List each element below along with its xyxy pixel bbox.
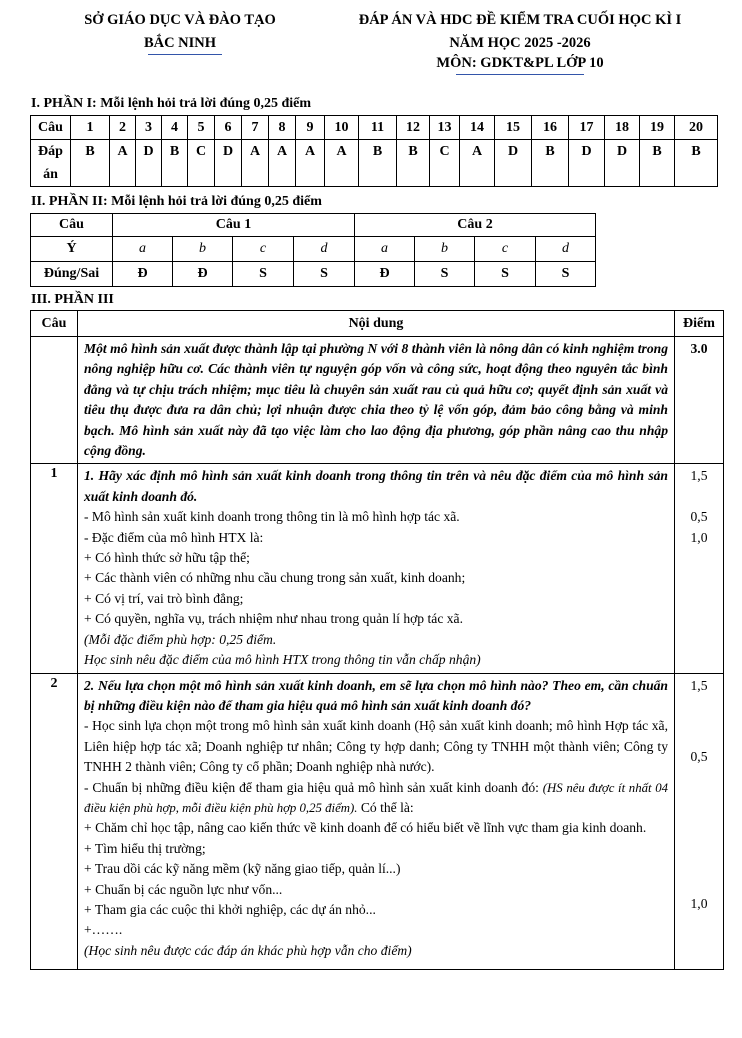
- answer-cell: D: [605, 140, 640, 187]
- answer-cell: D: [495, 140, 532, 187]
- q2-line: +…….: [84, 922, 123, 938]
- answer-cell: B: [532, 140, 569, 187]
- part2-answer-row: [31, 262, 596, 287]
- q-num: 1: [71, 116, 110, 140]
- tf-answer-cell: Đ: [355, 262, 415, 287]
- answer-cell: A: [242, 140, 269, 187]
- q-num: 13: [430, 116, 460, 140]
- q2-para: [84, 778, 668, 819]
- tf-answer-cell: Đ: [173, 262, 233, 287]
- intro-num-cell: [31, 337, 78, 464]
- tf-answer-cell: S: [475, 262, 536, 287]
- q-num: 9: [296, 116, 325, 140]
- q-num: 19: [640, 116, 675, 140]
- q1-line: + Có hình thức sở hữu tập thể;: [84, 550, 250, 566]
- q-num: 2: [110, 116, 136, 140]
- answer-cell: D: [136, 140, 162, 187]
- q2-content-cell: [78, 673, 675, 970]
- part3-essay-table: [30, 310, 724, 970]
- part2-item-row: [31, 237, 596, 262]
- q2-number: 2: [31, 673, 78, 970]
- tf-answer-cell: S: [415, 262, 475, 287]
- item-cell: d: [294, 237, 355, 262]
- q2-para2-b: (HS nêu được ít nhất 04 điều kiện phù hợp, mỗi điều kiện phù hợp 0,25 điểm).: [84, 780, 668, 815]
- answer-cell: A: [269, 140, 296, 187]
- part2-header-row: [31, 214, 596, 237]
- part3-head-cau: Câu: [31, 311, 78, 337]
- q-num: 6: [215, 116, 242, 140]
- q-num: 15: [495, 116, 532, 140]
- part2-q2-header: Câu 2: [355, 214, 596, 237]
- part3-head-content: Nội dung: [78, 311, 675, 337]
- q2-question: 2. Nếu lựa chọn một mô hình sản xuất kinh doanh, em sẽ lựa chọn mô hình nào? Theo em, cần chuẩn bị những điều kiện nào để tham gia hiệu quả mô hình sản xuất kinh doanh đó?: [84, 677, 668, 713]
- part1-answer-row: [31, 140, 718, 187]
- answer-cell: B: [162, 140, 188, 187]
- q2-points-part: 1,0: [690, 895, 708, 911]
- answer-cell: C: [188, 140, 215, 187]
- part3-header-row: [31, 311, 724, 337]
- q2-para2-c: Có thể là:: [357, 799, 414, 815]
- answer-label-line1: Đáp: [38, 144, 63, 159]
- answer-cell: B: [675, 140, 718, 187]
- q1-content-cell: [78, 464, 675, 673]
- q2-points-part: 0,5: [690, 748, 708, 764]
- part3-q1-row: [31, 464, 724, 673]
- q1-line: - Đặc điểm của mô hình HTX là:: [84, 529, 264, 545]
- q-num: 12: [397, 116, 430, 140]
- q1-points-part: 0,5: [690, 509, 708, 525]
- item-cell: b: [173, 237, 233, 262]
- q2-note: (Học sinh nêu được các đáp án khác phù hợp vẫn cho điểm): [84, 942, 412, 958]
- header-subject: MÔN: GDKT&PL LỚP 10: [436, 55, 604, 71]
- answer-cell: A: [460, 140, 495, 187]
- answer-cell: A: [296, 140, 325, 187]
- intro-points: 3.0: [675, 337, 724, 464]
- header-school-year: NĂM HỌC 2025 -2026: [449, 35, 591, 51]
- q2-points-cell: [675, 673, 724, 970]
- q-num: 18: [605, 116, 640, 140]
- intro-content-cell: [78, 337, 675, 464]
- header-agency: SỞ GIÁO DỤC VÀ ĐÀO TẠO: [84, 12, 276, 28]
- part1-answer-table: [30, 115, 718, 187]
- part2-answer-label: Đúng/Sai: [31, 262, 113, 287]
- q-num: 5: [188, 116, 215, 140]
- q1-points-part: 1,0: [690, 529, 708, 545]
- answer-cell: C: [430, 140, 460, 187]
- q2-para: - Học sinh lựa chọn một trong mô hình sản xuất kinh doanh (Hộ sản xuất kinh doanh; mô hình Hợp tác xã, Liên hiệp hợp tác xã; Doanh nghiệp tư nhân; Công ty hợp danh; Công ty TNHH một thành viên; Công ty TNHH 2 thành viên; Công ty cổ phần; Doanh nghiệp nhà nước).: [84, 718, 668, 775]
- answer-cell: B: [640, 140, 675, 187]
- part2-col-label: Câu: [31, 214, 113, 237]
- header-province: BẮC NINH: [143, 35, 217, 51]
- part2-item-label: Ý: [31, 237, 113, 262]
- q-num: 7: [242, 116, 269, 140]
- answer-label-line2: án: [43, 167, 58, 182]
- answer-cell: B: [359, 140, 397, 187]
- part1-row-label: Câu: [31, 116, 71, 140]
- item-cell: c: [475, 237, 536, 262]
- q-num: 17: [569, 116, 605, 140]
- q-num: 10: [325, 116, 359, 140]
- part3-head-points: Điểm: [675, 311, 724, 337]
- item-cell: d: [536, 237, 596, 262]
- header-doc-title: ĐÁP ÁN VÀ HDC ĐỀ KIỂM TRA CUỐI HỌC KÌ I: [358, 12, 682, 28]
- answer-cell: A: [325, 140, 359, 187]
- part2-title: II. PHẦN II: Mỗi lệnh hỏi trả lời đúng 0,25 điểm: [31, 194, 322, 209]
- q-num: 8: [269, 116, 296, 140]
- tf-answer-cell: S: [536, 262, 596, 287]
- part3-intro-row: [31, 337, 724, 464]
- part2-answer-table: [30, 213, 596, 287]
- part3-title: III. PHẦN III: [31, 292, 114, 307]
- q1-line: + Có quyền, nghĩa vụ, trách nhiệm như nhau trong quản lí hợp tác xã.: [84, 611, 463, 627]
- answer-cell: D: [569, 140, 605, 187]
- q2-points-total: 1,5: [690, 677, 708, 693]
- part1-question-row: [31, 116, 718, 140]
- q2-para2-a: - Chuẩn bị những điều kiện để tham gia hiệu quả mô hình sản xuất kinh doanh đó:: [84, 779, 543, 795]
- q-num: 16: [532, 116, 569, 140]
- part1-title: I. PHẦN I: Mỗi lệnh hỏi trả lời đúng 0,25 điểm: [31, 96, 311, 111]
- q-num: 14: [460, 116, 495, 140]
- item-cell: c: [233, 237, 294, 262]
- part3-q2-row: [31, 673, 724, 970]
- q1-question: 1. Hãy xác định mô hình sản xuất kinh doanh trong thông tin trên và nêu đặc điểm của mô hình sản xuất kinh doanh đó.: [84, 468, 668, 504]
- q2-line: + Tham gia các cuộc thi khởi nghiệp, các dự án nhỏ...: [84, 901, 376, 917]
- q2-line: + Tìm hiểu thị trường;: [84, 840, 206, 856]
- q-num: 11: [359, 116, 397, 140]
- header-subject-underline: [456, 74, 584, 75]
- item-cell: b: [415, 237, 475, 262]
- q1-points-total: 1,5: [690, 468, 708, 484]
- part1-answer-label: [31, 140, 71, 187]
- intro-text: Một mô hình sản xuất được thành lập tại phường N với 8 thành viên là nông dân có kinh nghiệm trong nông nghiệp hữu cơ. Các thành viên tự nguyện góp vốn và công sức, hoạt động theo nguyên tắc bình đẳng và tự chịu trách nhiệm; mục tiêu là chuyên sản xuất rau củ quả hữu cơ; quyết định sản xuất và tiêu thụ được đưa ra dân chủ; lợi nhuận được chia theo tỷ lệ vốn góp, đảm bảo công bằng và minh bạch. Mô hình sản xuất này đã tạo việc làm cho lao động địa phương, góp phần nâng cao thu nhập cộng đồng.: [84, 341, 668, 459]
- q1-number: 1: [31, 464, 78, 673]
- tf-answer-cell: S: [233, 262, 294, 287]
- tf-answer-cell: S: [294, 262, 355, 287]
- q1-note: Học sinh nêu đặc điểm của mô hình HTX trong thông tin vẫn chấp nhận): [84, 652, 481, 668]
- q2-line: + Chuẩn bị các nguồn lực như vốn...: [84, 881, 283, 897]
- answer-cell: B: [71, 140, 110, 187]
- item-cell: a: [355, 237, 415, 262]
- q1-line: + Có vị trí, vai trò bình đẳng;: [84, 590, 244, 606]
- answer-cell: B: [397, 140, 430, 187]
- item-cell: a: [113, 237, 173, 262]
- answer-cell: D: [215, 140, 242, 187]
- q1-line: - Mô hình sản xuất kinh doanh trong thông tin là mô hình hợp tác xã.: [84, 509, 460, 525]
- q1-points-cell: [675, 464, 724, 673]
- answer-cell: A: [110, 140, 136, 187]
- part2-q1-header: Câu 1: [113, 214, 355, 237]
- q2-para: + Chăm chỉ học tập, nâng cao kiến thức về kinh doanh để có hiểu biết về lĩnh vực tham gia kinh doanh.: [84, 820, 647, 836]
- q-num: 20: [675, 116, 718, 140]
- q1-line: + Các thành viên có những nhu cầu chung trong sản xuất, kinh doanh;: [84, 570, 466, 586]
- tf-answer-cell: Đ: [113, 262, 173, 287]
- q-num: 4: [162, 116, 188, 140]
- header-province-underline: [148, 54, 222, 55]
- q1-note: (Mỗi đặc điểm phù hợp: 0,25 điểm.: [84, 631, 277, 647]
- q-num: 3: [136, 116, 162, 140]
- q2-line: + Trau dồi các kỹ năng mềm (kỹ năng giao tiếp, quản lí...): [84, 861, 401, 877]
